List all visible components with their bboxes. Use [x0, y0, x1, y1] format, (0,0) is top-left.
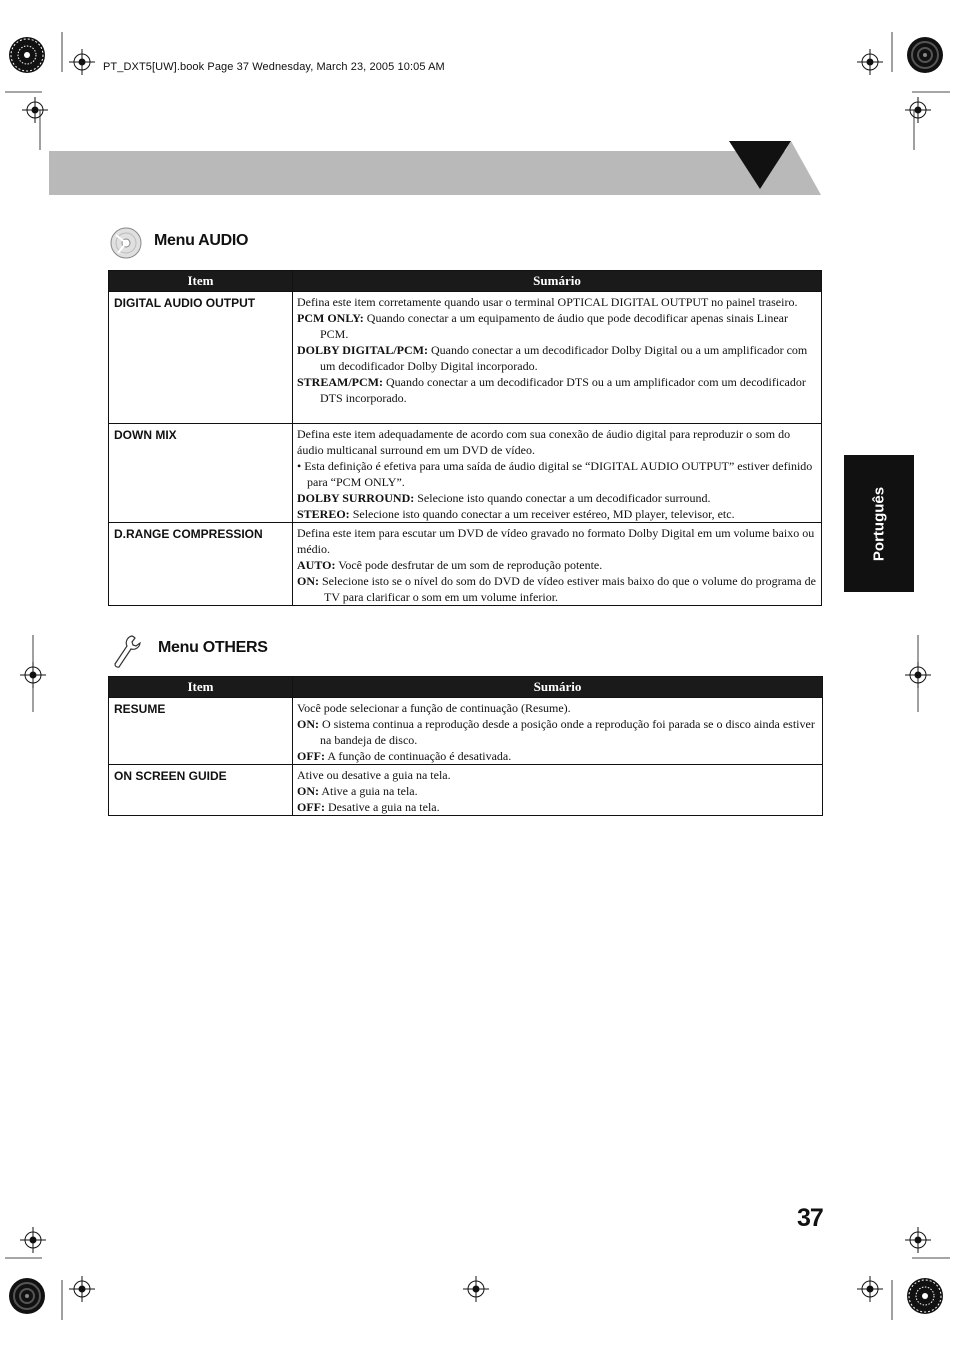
- option-key: ON:: [297, 717, 319, 731]
- summary-intro: Você pode selecionar a função de continuação (Resume).: [297, 701, 571, 715]
- page-number: 37: [797, 1204, 823, 1232]
- col-header-item: Item: [109, 271, 293, 292]
- option-text: Selecione isto quando conectar a um decodificador surround.: [414, 491, 711, 505]
- print-header-info: PT_DXT5[UW].book Page 37 Wednesday, March 23, 2005 10:05 AM: [103, 61, 445, 73]
- summary-intro: Defina este item corretamente quando usar o terminal OPTICAL DIGITAL OUTPUT no painel traseiro.: [297, 295, 798, 309]
- option-key: OFF:: [297, 749, 325, 763]
- option-text: A função de continuação é desativada.: [325, 749, 512, 763]
- option-text: Quando conectar a um decodificador DTS ou a um amplificador com um decodificador DTS incorporado.: [320, 375, 806, 405]
- option-key: AUTO:: [297, 558, 336, 572]
- summary-intro: Defina este item para escutar um DVD de vídeo gravado no formato Dolby Digital em um volume baixo ou médio.: [297, 526, 815, 556]
- col-header-summary: Sumário: [293, 677, 823, 698]
- option-key: STREAM/PCM:: [297, 375, 383, 389]
- summary-cell: [293, 523, 822, 606]
- wrench-icon: [110, 633, 142, 671]
- audio-section-title: Menu AUDIO: [154, 232, 249, 249]
- summary-bullet: • Esta definição é efetiva para uma saída de áudio digital se “DIGITAL AUDIO OUTPUT” estiver definido para “PCM ONLY”.: [297, 459, 813, 489]
- option-text: Desative a guia na tela.: [325, 800, 440, 814]
- header-band: [49, 151, 789, 195]
- col-header-item: Item: [109, 677, 293, 698]
- option-text: O sistema continua a reprodução desde a posição onde a reprodução foi parada se o disco ainda estiver na bandeja de disco.: [319, 717, 815, 747]
- option-key: OFF:: [297, 800, 325, 814]
- option-text: Ative a guia na tela.: [319, 784, 418, 798]
- item-down-mix: DOWN MIX: [109, 424, 293, 523]
- table-row: [109, 292, 822, 424]
- table-row: [109, 523, 822, 606]
- header-triangle: [729, 141, 823, 195]
- option-text: Você pode desfrutar de um som de reprodução potente.: [335, 558, 603, 572]
- others-table: [108, 676, 823, 816]
- option-key: ON:: [297, 574, 319, 588]
- table-row: [109, 765, 823, 816]
- item-digital-audio-output: DIGITAL AUDIO OUTPUT: [109, 292, 293, 424]
- option-key: PCM ONLY:: [297, 311, 364, 325]
- summary-intro: Ative ou desative a guia na tela.: [297, 768, 451, 782]
- table-row: [109, 698, 823, 765]
- language-side-tab: [844, 455, 914, 592]
- option-text: Selecione isto quando conectar a um receiver estéreo, MD player, televisor, etc.: [349, 507, 735, 521]
- option-key: STEREO:: [297, 507, 350, 521]
- option-key: DOLBY DIGITAL/PCM:: [297, 343, 429, 357]
- summary-intro: Defina este item adequadamente de acordo com sua conexão de áudio digital para reproduzir o som do áudio multicanal surround em um DVD de vídeo.: [297, 427, 791, 457]
- option-key: DOLBY SURROUND:: [297, 491, 415, 505]
- item-resume: RESUME: [109, 698, 293, 765]
- summary-cell: [293, 292, 822, 424]
- item-d-range-compression: D.RANGE COMPRESSION: [109, 523, 293, 606]
- item-on-screen-guide: ON SCREEN GUIDE: [109, 765, 293, 816]
- table-row: [109, 424, 822, 523]
- option-text: Quando conectar a um decodificador Dolby Digital ou a um amplificador com um decodificador Dolby Digital incorporado.: [320, 343, 808, 373]
- summary-cell: [293, 698, 823, 765]
- others-section-title: Menu OTHERS: [158, 639, 268, 656]
- audio-table: [108, 270, 822, 606]
- language-label: Português: [870, 486, 888, 561]
- option-text: Quando conectar a um equipamento de áudio que pode decodificar apenas sinais Linear PCM.: [320, 311, 788, 341]
- option-text: Selecione isto se o nível do som do DVD de vídeo estiver mais baixo do que o volume do programa de TV para clarificar o som em um volume inferior.: [319, 574, 816, 604]
- cd-disc-icon: [108, 226, 144, 260]
- col-header-summary: Sumário: [293, 271, 822, 292]
- summary-cell: [293, 765, 823, 816]
- option-key: ON:: [297, 784, 319, 798]
- summary-cell: [293, 424, 822, 523]
